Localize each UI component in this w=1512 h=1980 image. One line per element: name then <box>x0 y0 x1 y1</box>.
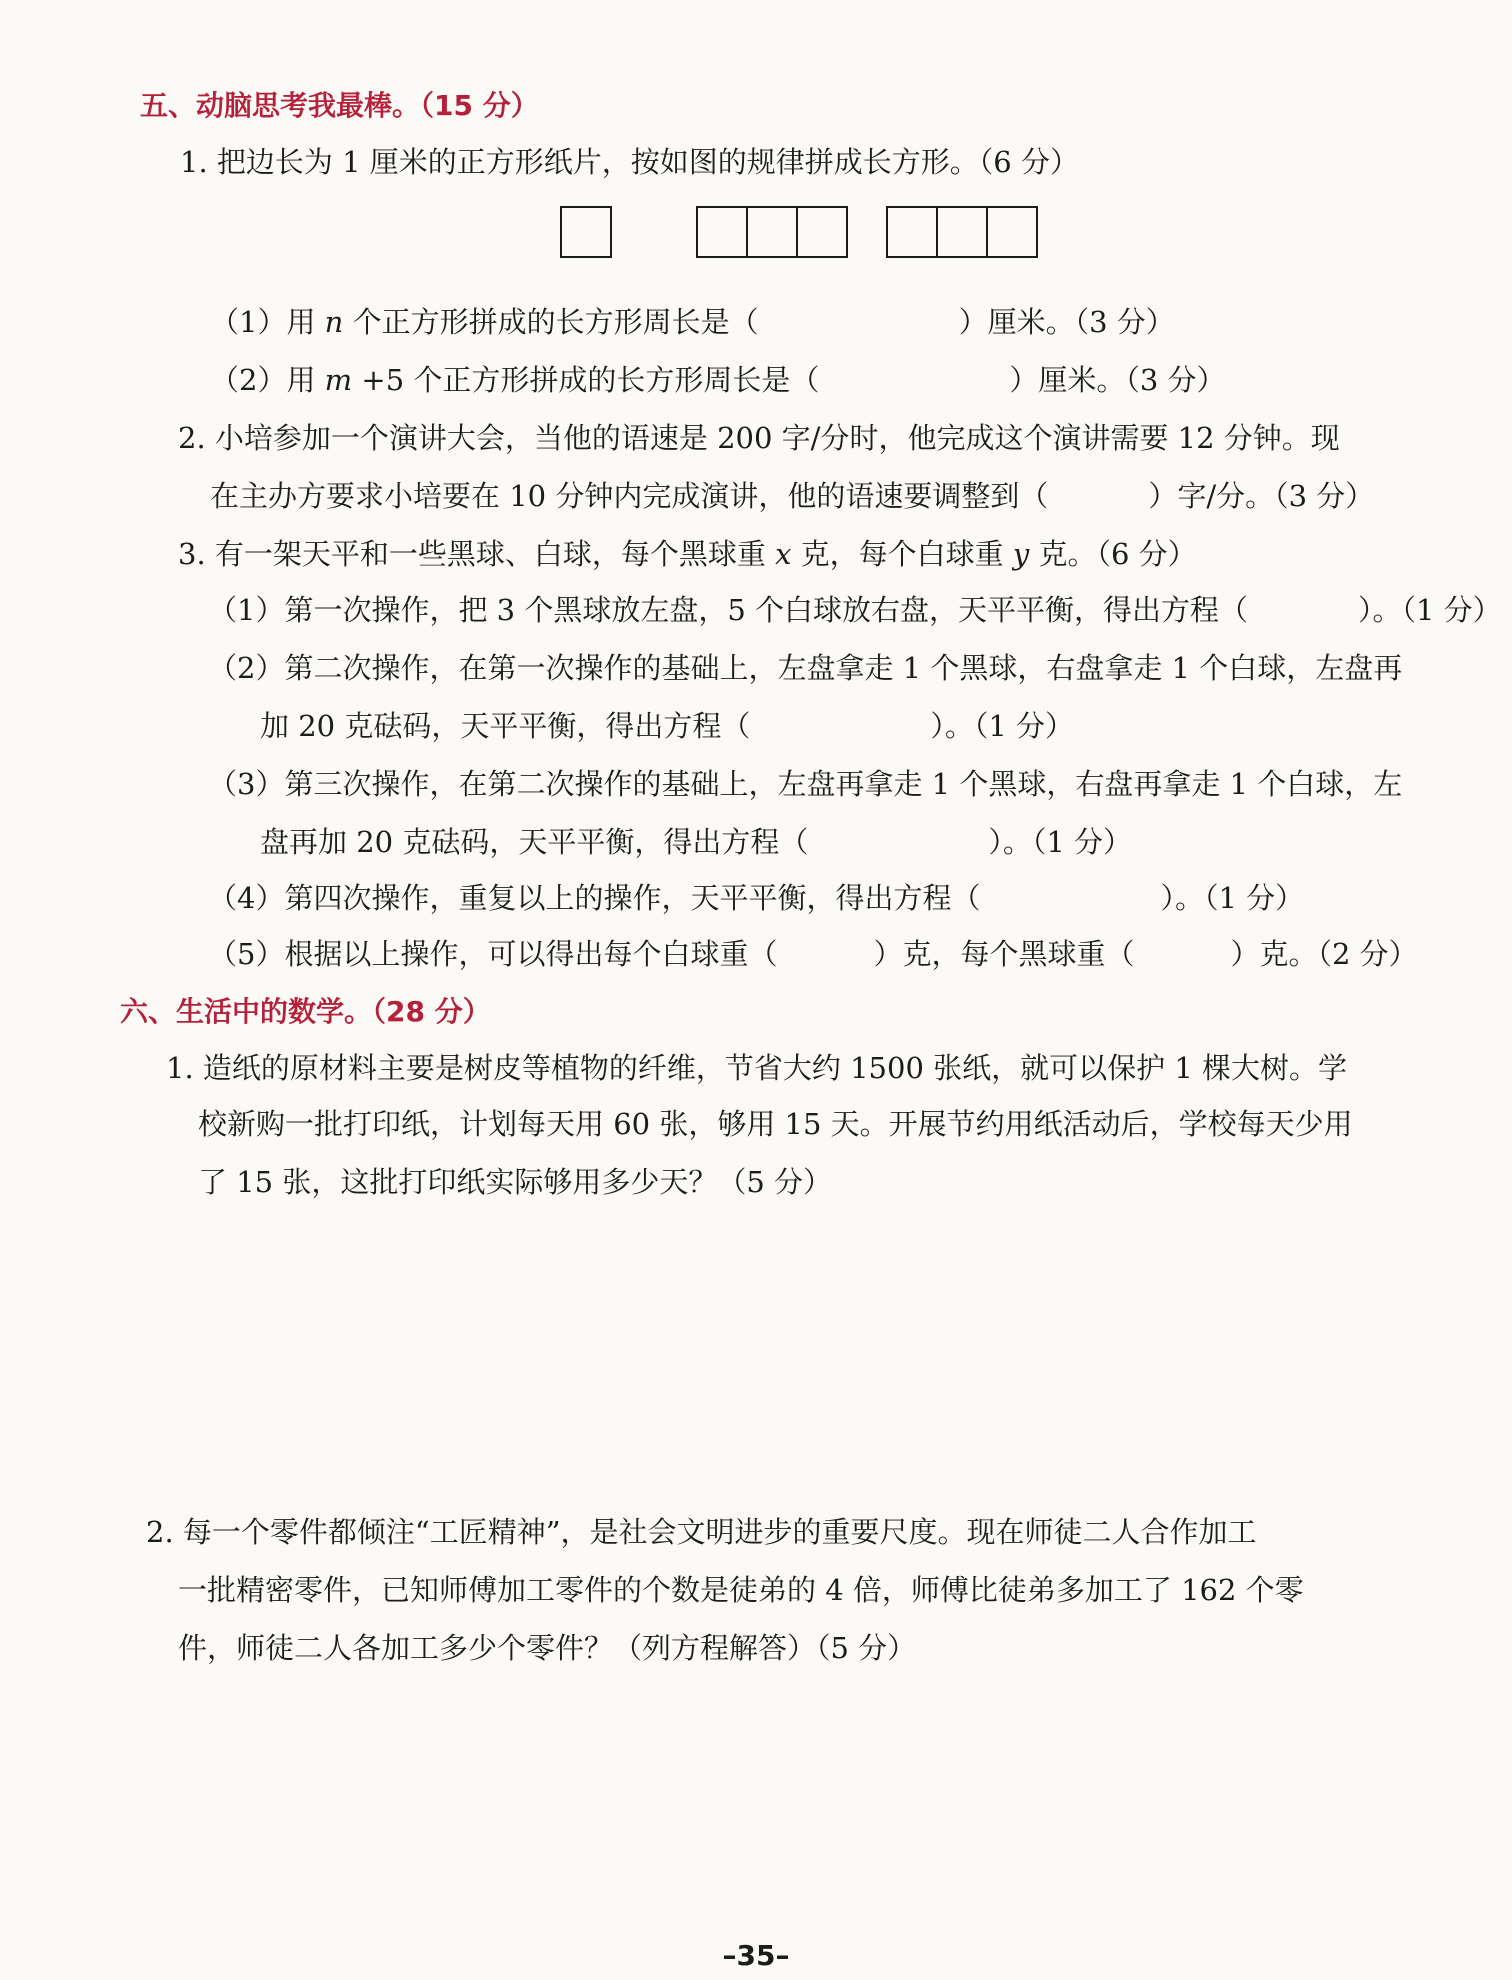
question-5-2-line-2 <box>210 476 1374 516</box>
question-5-3-part-3-line-1: （3）第三次操作，在第二次操作的基础上，左盘再拿走 1 个黑球，右盘再拿走 1 个白球，左 <box>208 767 1403 801</box>
text: 盘再加 20 克砝码，天平平衡，得出方程（ <box>260 825 809 859</box>
section-heading-6: 六、生活中的数学。（28 分） <box>120 995 491 1028</box>
text: （5）根据以上操作，可以得出每个白球重（ <box>208 937 778 971</box>
square-group-3 <box>886 206 1038 258</box>
text: ）。（1 分） <box>988 825 1133 859</box>
question-6-2-line-1: 2. 每一个零件都倾注“工匠精神”，是社会文明进步的重要尺度。现在师徒二人合作加工 <box>146 1515 1257 1549</box>
question-5-3-part-2-line-1: （2）第二次操作，在第一次操作的基础上，左盘拿走 1 个黑球，右盘拿走 1 个白球，左盘再 <box>208 651 1403 685</box>
question-5-3-part-1 <box>208 590 1502 630</box>
unit-square <box>696 206 748 258</box>
text: （4）第四次操作，重复以上的操作，天平平衡，得出方程（ <box>208 881 981 915</box>
unit-square <box>986 206 1038 258</box>
text: （2）用 <box>210 363 325 397</box>
square-group-1 <box>560 206 612 258</box>
text: ）厘米。（3 分） <box>958 305 1175 339</box>
question-5-1-stem: 1. 把边长为 1 厘米的正方形纸片，按如图的规律拼成长方形。（6 分） <box>180 145 1079 179</box>
question-6-1-line-2: 校新购一批打印纸，计划每天用 60 张，够用 15 天。开展节约用纸活动后，学校每天少用 <box>198 1107 1353 1141</box>
unit-square <box>560 206 612 258</box>
question-6-2-line-3: 件，师徒二人各加工多少个零件？（列方程解答）（5 分） <box>178 1631 917 1665</box>
variable: y <box>1012 537 1030 571</box>
question-5-3-stem <box>178 534 1197 574</box>
text: 在主办方要求小培要在 10 分钟内完成演讲，他的语速要调整到（ <box>210 479 1049 513</box>
text: ）。（1 分） <box>1358 593 1502 627</box>
square-pattern-figure <box>0 206 1512 266</box>
question-5-3-part-3-line-2 <box>260 822 1132 862</box>
text: 个正方形拼成的长方形周长是（ <box>343 305 759 339</box>
question-5-3-part-4 <box>208 878 1304 918</box>
text: 克。（6 分） <box>1029 537 1197 571</box>
text: 3. 有一架天平和一些黑球、白球，每个黑球重 <box>178 537 776 571</box>
unit-square <box>936 206 988 258</box>
text: +5 个正方形拼成的长方形周长是（ <box>352 363 820 397</box>
text: （1）用 <box>210 305 325 339</box>
unit-square <box>886 206 938 258</box>
variable: x <box>775 537 792 571</box>
text: ）。（1 分） <box>930 709 1075 743</box>
question-5-3-part-5 <box>208 934 1418 974</box>
variable: m <box>324 363 353 397</box>
square-group-2 <box>696 206 848 258</box>
variable: n <box>324 305 344 339</box>
text: ）厘米。（3 分） <box>1009 363 1226 397</box>
question-5-2-line-1: 2. 小培参加一个演讲大会，当他的语速是 200 字/分时，他完成这个演讲需要 12 分钟。现 <box>178 421 1340 455</box>
question-6-2-line-2: 一批精密零件，已知师傅加工零件的个数是徒弟的 4 倍，师傅比徒弟多加工了 162 个零 <box>178 1573 1304 1607</box>
question-6-1-line-1: 1. 造纸的原材料主要是树皮等植物的纤维，节省大约 1500 张纸，就可以保护 1 棵大树。学 <box>166 1051 1348 1085</box>
question-5-1-part-1 <box>210 302 1175 342</box>
question-5-1-part-2 <box>210 360 1226 400</box>
text: ）。（1 分） <box>1160 881 1305 915</box>
question-5-3-part-2-line-2 <box>260 706 1074 746</box>
unit-square <box>796 206 848 258</box>
text: ）克，每个黑球重（ <box>873 937 1135 971</box>
text: ）字/分。（3 分） <box>1148 479 1375 513</box>
text: 克，每个白球重 <box>791 537 1013 571</box>
section-heading-5: 五、动脑思考我最棒。（15 分） <box>140 89 539 122</box>
unit-square <box>746 206 798 258</box>
page-number: –35– <box>722 1939 790 1972</box>
text: 加 20 克砝码，天平平衡，得出方程（ <box>260 709 751 743</box>
question-6-1-line-3: 了 15 张，这批打印纸实际够用多少天？（5 分） <box>198 1165 833 1199</box>
text: ）克。（2 分） <box>1230 937 1418 971</box>
text: （1）第一次操作，把 3 个黑球放左盘，5 个白球放右盘，天平平衡，得出方程（ <box>208 593 1249 627</box>
